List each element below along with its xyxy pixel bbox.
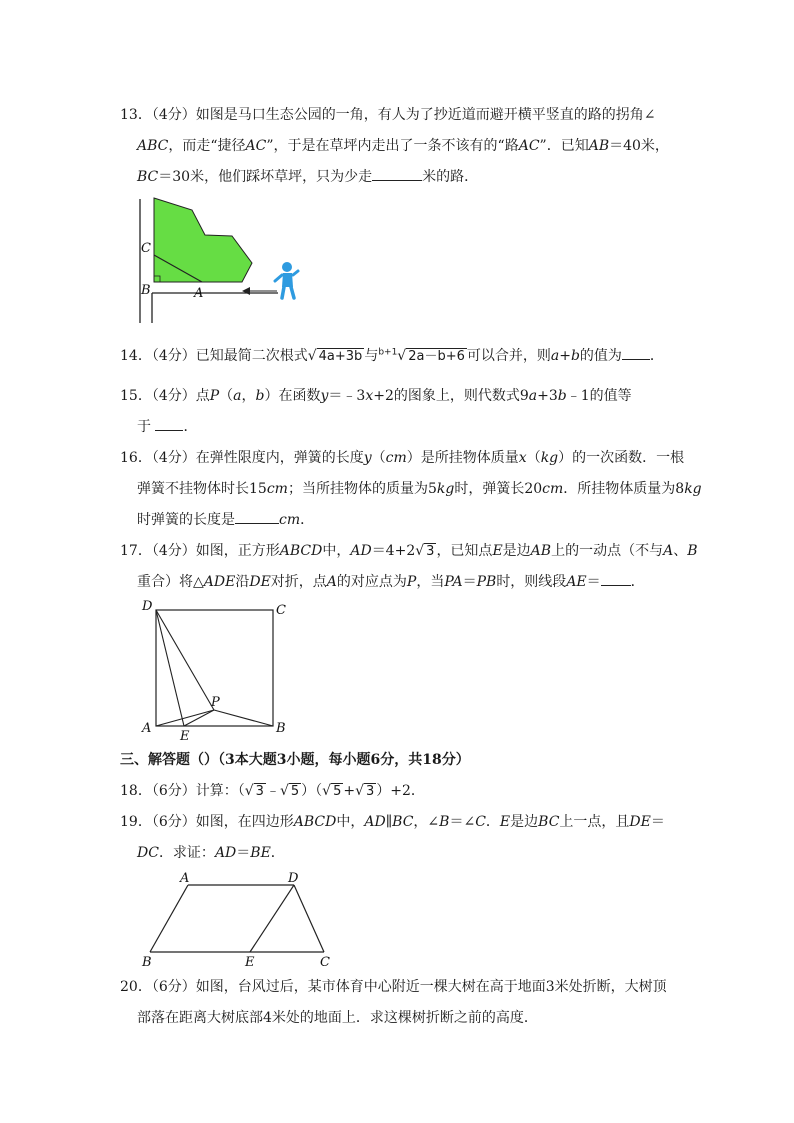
sqrt-icon: √ bbox=[244, 783, 254, 799]
label-c: C bbox=[141, 241, 151, 256]
side-ab bbox=[150, 885, 188, 952]
q19-line1: 19．（6分）如图，在四边形ABCD中，AD∥BC，∠B＝∠C．E是边BC上一点，且DE＝ bbox=[120, 814, 665, 830]
trapezoid-figure bbox=[138, 866, 338, 970]
person-icon bbox=[275, 262, 298, 298]
label-e: E bbox=[180, 729, 190, 744]
segment-pa bbox=[156, 710, 214, 726]
segment-dp bbox=[156, 610, 214, 710]
radical-index: b+1 bbox=[378, 347, 398, 358]
side-dc bbox=[294, 885, 324, 952]
q15-line2: 于 ． bbox=[137, 416, 197, 436]
sqrt-icon: √ bbox=[397, 348, 407, 364]
label-e: E bbox=[245, 955, 255, 970]
park-corner-figure bbox=[130, 195, 310, 327]
answer-blank bbox=[372, 166, 422, 181]
q16-line3: 时弹簧的长度是 cm． bbox=[137, 509, 314, 529]
q20-line1: 20．（6分）如图，台风过后，某市体育中心附近一棵大树在高于地面3米处折断，大树顶 bbox=[120, 979, 667, 995]
segment-ep bbox=[184, 710, 214, 726]
q16-line2: 弹簧不挂物体时长15cm；当所挂物体的质量为5kg时，弹簧长20cm．所挂物体质量为8kg bbox=[137, 481, 702, 497]
sqrt-icon: √ bbox=[415, 543, 425, 559]
q18-line: 18．（6分）计算：（√ 3 ﹣√ 5 ）（√ 5 +√ 3 ）+2． bbox=[120, 783, 425, 799]
label-d: D bbox=[288, 871, 299, 886]
q17-line2: 重合）将△ADE沿DE对折，点A的对应点为P，当PA＝PB时，则线段AE＝ ． bbox=[137, 571, 645, 591]
label-p: P bbox=[211, 695, 220, 710]
arrow-head bbox=[242, 287, 250, 295]
q19-line2: DC．求证：AD＝BE． bbox=[137, 845, 285, 861]
q17-line1: 17．（4分）如图，正方形ABCD中，AD＝4+2√ 3 ，已知点E是边AB上的一动点（不与A、B bbox=[120, 543, 698, 559]
q13-line2: ABC，而走“捷径AC”，于是在草坪内走出了一条不该有的“路AC”．已知AB＝40米， bbox=[137, 138, 669, 154]
q13-line3: BC＝30米，他们踩坏草坪，只为少走 米的路． bbox=[137, 166, 478, 186]
label-b: B bbox=[141, 283, 151, 298]
label-a: A bbox=[194, 286, 204, 301]
label-c: C bbox=[276, 603, 286, 618]
q14-line: 14．（4分）已知最简二次根式√ 4a+3b 与$^{b+1}$√ 2a－b+6 可以合并，则a+b的值为 ． bbox=[120, 345, 664, 365]
radicand-2: 2a－b+6 bbox=[408, 349, 465, 364]
q13-line1: 13．（4分）如图是马口生态公园的一角，有人为了抄近道而避开横平竖直的路的拐角∠ bbox=[120, 107, 656, 123]
sqrt-icon: √ bbox=[307, 348, 317, 364]
radicand-1: 4a+3b bbox=[318, 349, 363, 364]
segment-de bbox=[156, 610, 184, 726]
label-a: A bbox=[180, 871, 190, 886]
answer-blank bbox=[155, 416, 183, 431]
answer-blank bbox=[622, 345, 650, 360]
label-b: B bbox=[276, 721, 286, 736]
answer-blank bbox=[601, 571, 631, 586]
segment-pb bbox=[214, 710, 273, 726]
lawn-shape bbox=[154, 198, 252, 282]
sqrt-icon: √ bbox=[322, 783, 332, 799]
q16-line1: 16．（4分）在弹性限度内，弹簧的长度y（cm）是所挂物体质量x（kg）的一次函数．一根 bbox=[120, 450, 685, 466]
q15-line1: 15．（4分）点P（a，b）在函数y＝﹣3x+2的图象上，则代数式9a+3b﹣1的值等 bbox=[120, 388, 632, 404]
label-b: B bbox=[142, 955, 152, 970]
q20-line2: 部落在距离大树底部4米处的地面上．求这棵树折断之前的高度． bbox=[137, 1010, 538, 1026]
label-c: C bbox=[320, 955, 330, 970]
answer-blank bbox=[235, 509, 279, 524]
label-a: A bbox=[142, 721, 152, 736]
label-d: D bbox=[142, 599, 153, 614]
segment-de bbox=[250, 885, 294, 952]
sqrt-icon: √ bbox=[279, 783, 289, 799]
square-fold-figure bbox=[138, 598, 298, 744]
section-heading: 三、解答题（）（3本大题3小题，每小题6分，共18分） bbox=[120, 752, 470, 768]
sqrt-icon: √ bbox=[355, 783, 364, 799]
